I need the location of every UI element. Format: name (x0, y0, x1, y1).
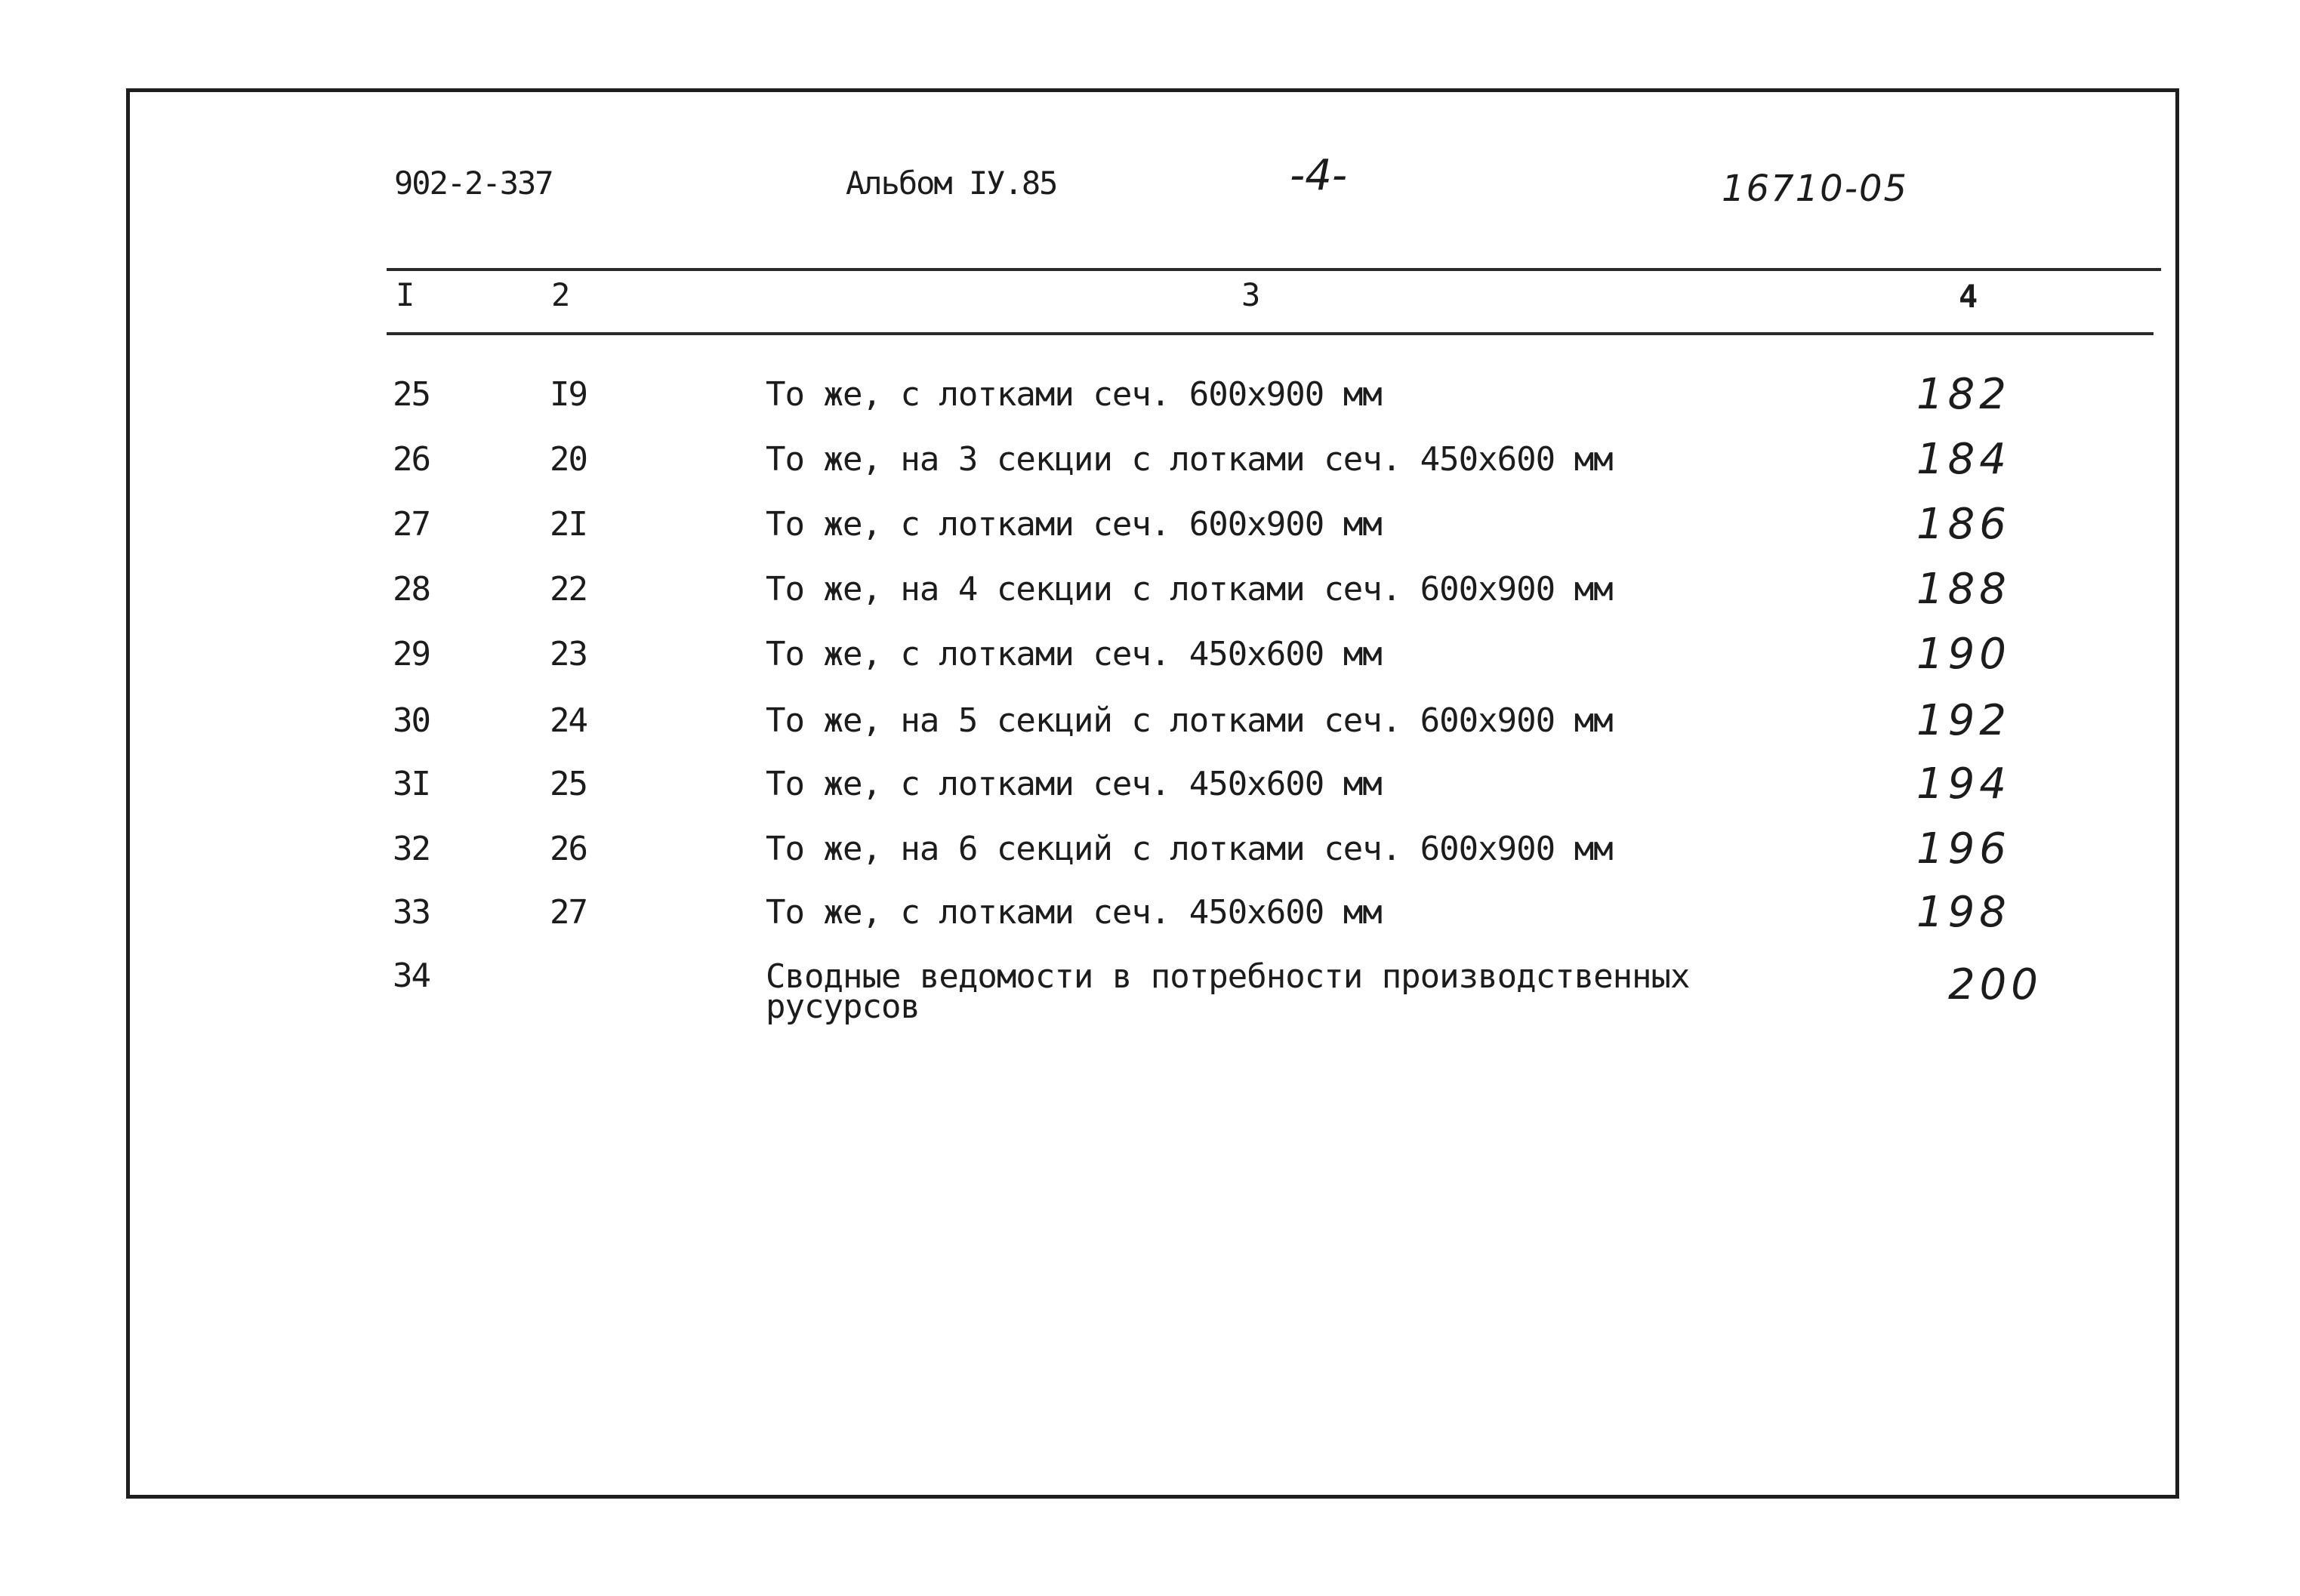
column-header-3: 3 (1241, 276, 1261, 313)
sheet-number: 20 (550, 440, 587, 479)
row-title: То же, на 4 секции с лотками сеч. 600x900 мм (766, 570, 1613, 609)
row-number: 28 (393, 570, 430, 609)
sheet-number: I9 (550, 375, 587, 414)
sheet-number: 25 (550, 765, 587, 803)
sheet-number: 27 (550, 893, 587, 932)
table-row (0, 630, 2300, 687)
row-number: 27 (393, 505, 430, 544)
row-title: То же, на 3 секции с лотками сеч. 450x600 мм (766, 440, 1613, 479)
row-title: Сводные ведомости в потребности производственных русурсов (766, 957, 1690, 1026)
row-title: То же, на 5 секций с лотками сеч. 600x900 мм (766, 701, 1613, 740)
row-title: То же, на 6 секций с лотками сеч. 600x900 мм (766, 830, 1613, 868)
table-row (0, 824, 2300, 882)
table-row (0, 956, 2300, 1039)
page-ref: 190 (1916, 630, 2011, 679)
page-ref: 196 (1916, 824, 2011, 873)
page-ref: 198 (1916, 888, 2011, 937)
row-title: То же, с лотками сеч. 600x900 мм (766, 375, 1382, 414)
sheet-number: 2I (550, 505, 587, 544)
column-header-1: I (396, 276, 415, 313)
row-number: 30 (393, 701, 430, 740)
table-row (0, 759, 2300, 817)
row-number: 33 (393, 893, 430, 932)
row-title: То же, с лотками сеч. 450x600 мм (766, 893, 1382, 932)
page-ref: 184 (1916, 435, 2011, 484)
row-number: 25 (393, 375, 430, 414)
sheet-number: 23 (550, 635, 587, 673)
row-number: 32 (393, 830, 430, 868)
row-title: То же, с лотками сеч. 450x600 мм (766, 635, 1382, 673)
sheet-number: 24 (550, 701, 587, 740)
page-number: -4- (1290, 151, 1348, 200)
sheet-number: 26 (550, 830, 587, 868)
page-ref: 192 (1916, 696, 2011, 745)
row-number: 29 (393, 635, 430, 673)
row-title: То же, с лотками сеч. 600x900 мм (766, 505, 1382, 544)
table-row (0, 500, 2300, 557)
table-row (0, 565, 2300, 622)
page-ref: 182 (1916, 370, 2011, 419)
table-row (0, 435, 2300, 492)
page-ref: 194 (1916, 759, 2011, 809)
row-title: То же, с лотками сеч. 450x600 мм (766, 765, 1382, 803)
page-ref: 186 (1916, 500, 2011, 549)
table-row (0, 696, 2300, 753)
row-number: 3I (393, 765, 430, 803)
column-header-2: 2 (551, 276, 571, 313)
column-header-4: 4 (1959, 278, 1978, 315)
sheet-number: 22 (550, 570, 587, 609)
page-ref: 188 (1916, 565, 2011, 614)
table-row (0, 370, 2300, 427)
inventory-number: 16710-05 (1722, 168, 1909, 210)
album-label: Альбом IУ.85 (846, 165, 1057, 202)
table-row (0, 888, 2300, 945)
doc-number: 902-2-337 (394, 165, 553, 202)
row-number: 34 (393, 957, 430, 995)
row-number: 26 (393, 440, 430, 479)
page-ref: 200 (1948, 960, 2043, 1009)
